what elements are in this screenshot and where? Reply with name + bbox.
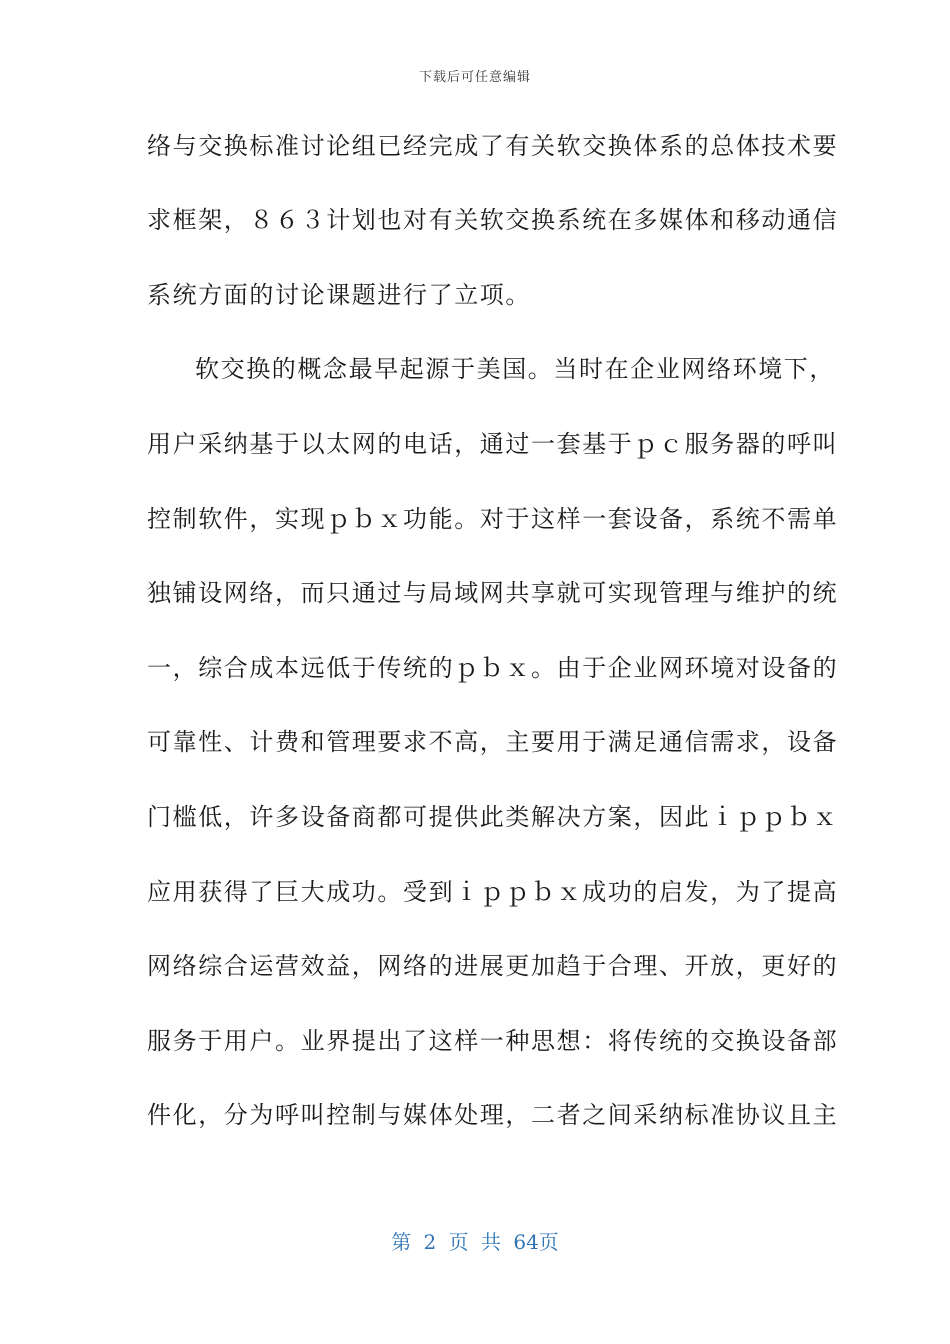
body-line: 系统方面的讨论课题进行了立项。	[147, 281, 531, 309]
body-line: 应用获得了巨大成功。受到ｉｐｐｂｘ成功的启发，为了提高	[147, 878, 839, 906]
body-line: 服务于用户。业界提出了这样一种思想：将传统的交换设备部	[147, 1027, 839, 1055]
body-line: 网络综合运营效益，网络的进展更加趋于合理、开放，更好的	[147, 952, 839, 980]
body-line: 求框架，８６３计划也对有关软交换系统在多媒体和移动通信	[147, 206, 839, 234]
header-note: 下载后可任意编辑	[418, 70, 531, 85]
body-line: 控制软件，实现ｐｂｘ功能。对于这样一套设备，系统不需单	[147, 505, 839, 533]
body-line: 门槛低，许多设备商都可提供此类解决方案，因此ｉｐｐｂｘ	[147, 803, 839, 831]
body-line: 用户采纳基于以太网的电话，通过一套基于ｐｃ服务器的呼叫	[147, 430, 839, 458]
body-line: 件化，分为呼叫控制与媒体处理，二者之间采纳标准协议且主	[147, 1101, 839, 1129]
page-number-footer: 第 2 页 共 64页	[391, 1230, 559, 1254]
body-line: 软交换的概念最早起源于美国。当时在企业网络环境下，	[195, 355, 835, 383]
body-line: 可靠性、计费和管理要求不高，主要用于满足通信需求，设备	[147, 728, 839, 756]
body-line: 络与交换标准讨论组已经完成了有关软交换体系的总体技术要	[147, 132, 839, 160]
body-line: 一，综合成本远低于传统的ｐｂｘ。由于企业网环境对设备的	[147, 654, 839, 682]
body-line: 独铺设网络，而只通过与局域网共享就可实现管理与维护的统	[147, 579, 839, 607]
